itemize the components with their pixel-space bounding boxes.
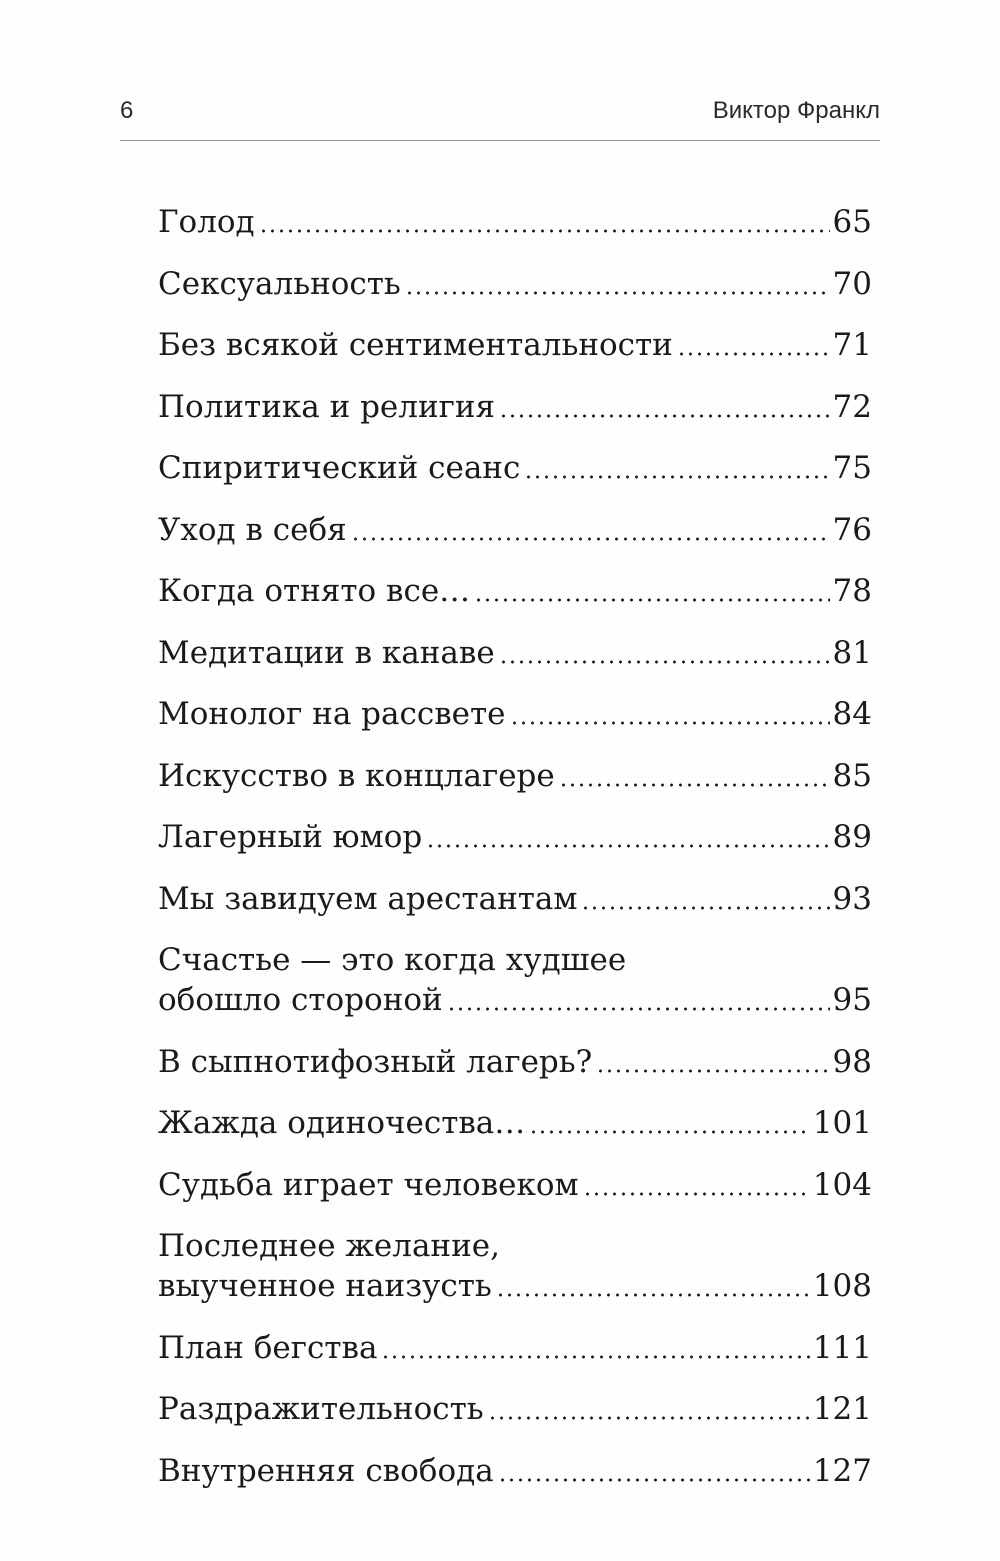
toc-entry-page: 81 [832, 634, 872, 671]
toc-entry-line [158, 387, 872, 427]
toc-entry-title: Политика и религия [158, 388, 496, 425]
dot-leader [524, 475, 829, 479]
table-of-contents [158, 202, 872, 1512]
toc-entry-page: 75 [832, 450, 872, 486]
dot-leader [381, 1355, 809, 1359]
toc-entry-title: Раздражительность [158, 1391, 484, 1427]
toc-entry-line [158, 694, 872, 734]
toc-entry-line [158, 264, 872, 304]
toc-entry [158, 817, 872, 857]
toc-entry-line [158, 571, 872, 611]
toc-entry-page: 127 [812, 1452, 872, 1489]
toc-entry [158, 1042, 872, 1082]
toc-entry [158, 510, 872, 550]
toc-entry-page: 93 [832, 880, 872, 917]
dot-leader [581, 906, 829, 910]
header-rule [120, 140, 880, 141]
toc-entry [158, 448, 872, 488]
toc-entry [158, 1328, 872, 1368]
toc-entry [158, 1103, 872, 1143]
toc-entry-line [158, 510, 872, 550]
toc-entry-page: 98 [832, 1043, 872, 1080]
toc-entry-page: 70 [832, 265, 872, 302]
toc-entry [158, 1165, 872, 1205]
toc-entry-line [158, 1389, 872, 1429]
toc-entry-page: 101 [812, 1105, 872, 1141]
page-number: 6 [120, 97, 134, 124]
toc-entry-page: 95 [832, 982, 872, 1018]
toc-entry-page: 71 [832, 327, 872, 363]
dot-leader [596, 1069, 829, 1073]
toc-entry-line [158, 633, 872, 673]
toc-entry-page: 84 [832, 696, 872, 732]
toc-entry-title: Монолог на рассвете [158, 696, 506, 732]
dot-leader [488, 1416, 810, 1420]
toc-entry-title: План бегства [158, 1329, 378, 1366]
dot-leader [559, 783, 830, 787]
dot-leader [510, 721, 830, 725]
dot-leader [498, 1478, 810, 1482]
toc-entry-line [158, 1328, 872, 1368]
toc-entry [158, 202, 872, 242]
toc-entry-line [158, 1266, 872, 1306]
dot-leader [677, 352, 830, 356]
toc-entry-title: В сыпнотифозный лагерь? [158, 1043, 593, 1080]
toc-entry-title: Внутренняя свобода [158, 1452, 494, 1489]
toc-entry-page: 76 [832, 511, 872, 548]
toc-entry-line [158, 202, 872, 242]
toc-entry [158, 1226, 872, 1306]
toc-entry-title: Сексуальность [158, 265, 401, 302]
toc-entry [158, 756, 872, 796]
toc-entry-title: Искусство в концлагере [158, 757, 555, 794]
toc-entry-page: 78 [832, 573, 872, 609]
toc-entry-page: 65 [832, 204, 872, 240]
toc-entry-title: Спиритический сеанс [158, 450, 521, 486]
toc-entry [158, 694, 872, 734]
dot-leader [474, 598, 829, 602]
toc-entry-line [158, 325, 872, 365]
toc-entry-title: Судьба играет человеком [158, 1166, 579, 1203]
toc-entry-title: Мы завидуем арестантам [158, 880, 578, 917]
toc-entry-line [158, 1103, 872, 1143]
toc-entry-title: Медитации в канаве [158, 634, 495, 671]
toc-entry-title: Уход в себя [158, 511, 347, 548]
toc-entry [158, 325, 872, 365]
dot-leader [259, 229, 830, 233]
toc-entry-title: Когда отнято все… [158, 573, 471, 609]
toc-entry [158, 1451, 872, 1491]
toc-entry-line [158, 448, 872, 488]
toc-entry-line [158, 1451, 872, 1491]
toc-entry-line [158, 879, 872, 919]
toc-entry [158, 940, 872, 1020]
dot-leader [583, 1192, 810, 1196]
toc-entry-line [158, 756, 872, 796]
toc-entry-title: Жажда одиночества… [158, 1105, 526, 1141]
toc-entry-title: Голод [158, 204, 255, 240]
toc-entry-page: 121 [812, 1391, 872, 1427]
toc-entry-page: 89 [832, 819, 872, 855]
toc-entry-line [158, 980, 872, 1020]
dot-leader [426, 844, 829, 848]
toc-entry-line [158, 1042, 872, 1082]
toc-entry [158, 387, 872, 427]
toc-entry [158, 1389, 872, 1429]
toc-entry-title: обошло стороной [158, 982, 443, 1018]
toc-entry-title: Лагерный юмор [158, 819, 423, 855]
toc-entry-page: 104 [812, 1166, 872, 1203]
toc-entry-title-line1: Счастье — это когда худшее [158, 942, 627, 978]
toc-entry-page: 72 [832, 388, 872, 425]
toc-entry-line [158, 1165, 872, 1205]
toc-entry [158, 571, 872, 611]
dot-leader [447, 1007, 830, 1011]
toc-entry [158, 633, 872, 673]
toc-entry-title: выученное наизусть [158, 1268, 492, 1304]
dot-leader [496, 1293, 810, 1297]
dot-leader [529, 1130, 810, 1134]
toc-entry [158, 264, 872, 304]
toc-entry-page: 85 [832, 757, 872, 794]
toc-entry-title: Без всякой сентиментальности [158, 327, 673, 363]
dot-leader [499, 414, 829, 418]
toc-entry [158, 879, 872, 919]
running-header-author: Виктор Франкл [712, 97, 880, 124]
toc-entry-page: 108 [812, 1268, 872, 1304]
toc-entry-line [158, 817, 872, 857]
dot-leader [351, 537, 830, 541]
toc-entry-page: 111 [812, 1329, 872, 1366]
toc-entry-title-line1: Последнее желание, [158, 1228, 500, 1264]
dot-leader [499, 660, 830, 664]
dot-leader [405, 291, 830, 295]
